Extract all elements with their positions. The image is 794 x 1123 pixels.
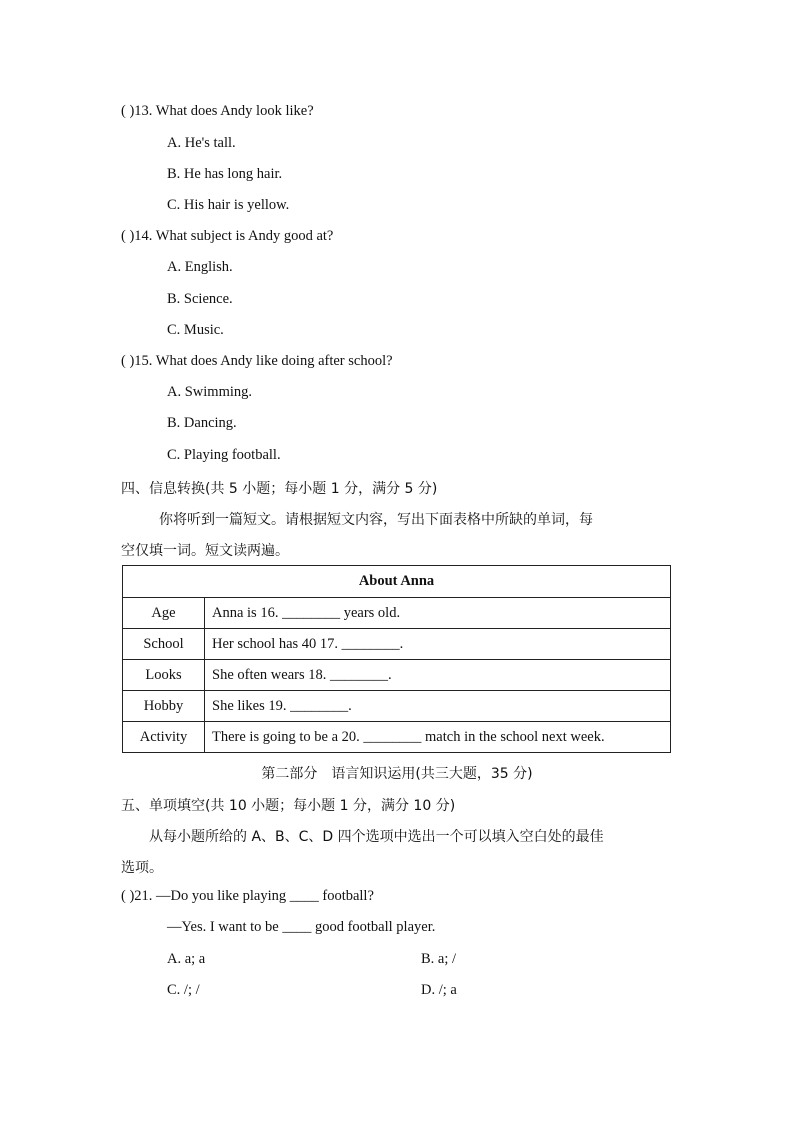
question-14-option-c: C. Music. xyxy=(167,322,224,338)
question-15-option-b: B. Dancing. xyxy=(167,415,237,431)
table-row xyxy=(123,691,671,722)
question-13-option-c: C. His hair is yellow. xyxy=(167,197,290,213)
question-13-option-a: A. He's tall. xyxy=(167,135,236,151)
row-text-age: Anna is 16. ________ years old. xyxy=(205,598,671,629)
question-14-stem: ( )14. What subject is Andy good at? xyxy=(121,228,334,244)
section-5-instruction-line2: 选项。 xyxy=(121,860,163,876)
table-row xyxy=(123,629,671,660)
table-header-row xyxy=(123,566,671,598)
question-15-option-a: A. Swimming. xyxy=(167,384,252,400)
row-text-looks: She often wears 18. ________. xyxy=(205,660,671,691)
section-4-instruction-line2: 空仅填一词。短文读两遍。 xyxy=(121,543,289,559)
part-2-heading: 第二部分 语言知识运用(共三大题，35 分) xyxy=(261,766,533,782)
row-label-age: Age xyxy=(123,598,205,629)
about-anna-table xyxy=(122,565,671,753)
question-21-option-b: B. a; / xyxy=(421,951,457,967)
row-label-school: School xyxy=(123,629,205,660)
question-21-option-a: A. a; a xyxy=(167,951,206,967)
question-21-response: —Yes. I want to be ____ good football player. xyxy=(167,919,436,935)
table-row xyxy=(123,598,671,629)
section-4-heading: 四、信息转换(共 5 小题；每小题 1 分，满分 5 分) xyxy=(121,481,438,497)
question-13-stem: ( )13. What does Andy look like? xyxy=(121,103,314,119)
section-5-instruction-line1: 从每小题所给的 A、B、C、D 四个选项中选出一个可以填入空白处的最佳 xyxy=(149,829,604,845)
row-text-school: Her school has 40 17. ________. xyxy=(205,629,671,660)
section-4-instruction-line1: 你将听到一篇短文。请根据短文内容，写出下面表格中所缺的单词，每 xyxy=(159,512,593,528)
question-15-stem: ( )15. What does Andy like doing after school? xyxy=(121,353,393,369)
question-13-option-b: B. He has long hair. xyxy=(167,166,283,182)
section-5-heading: 五、单项填空(共 10 小题；每小题 1 分，满分 10 分) xyxy=(121,798,456,814)
question-21-option-d: D. /; a xyxy=(421,982,457,998)
row-text-hobby: She likes 19. ________. xyxy=(205,691,671,722)
question-15-option-c: C. Playing football. xyxy=(167,447,281,463)
question-21-stem: ( )21. —Do you like playing ____ football? xyxy=(121,888,374,904)
row-label-looks: Looks xyxy=(123,660,205,691)
question-21-option-c: C. /; / xyxy=(167,982,200,998)
table-title: About Anna xyxy=(123,566,671,598)
row-label-activity: Activity xyxy=(123,722,205,753)
question-14-option-b: B. Science. xyxy=(167,291,233,307)
row-label-hobby: Hobby xyxy=(123,691,205,722)
table-row xyxy=(123,722,671,753)
question-14-option-a: A. English. xyxy=(167,259,233,275)
table-row xyxy=(123,660,671,691)
row-text-activity: There is going to be a 20. ________ match in the school next week. xyxy=(205,722,671,753)
